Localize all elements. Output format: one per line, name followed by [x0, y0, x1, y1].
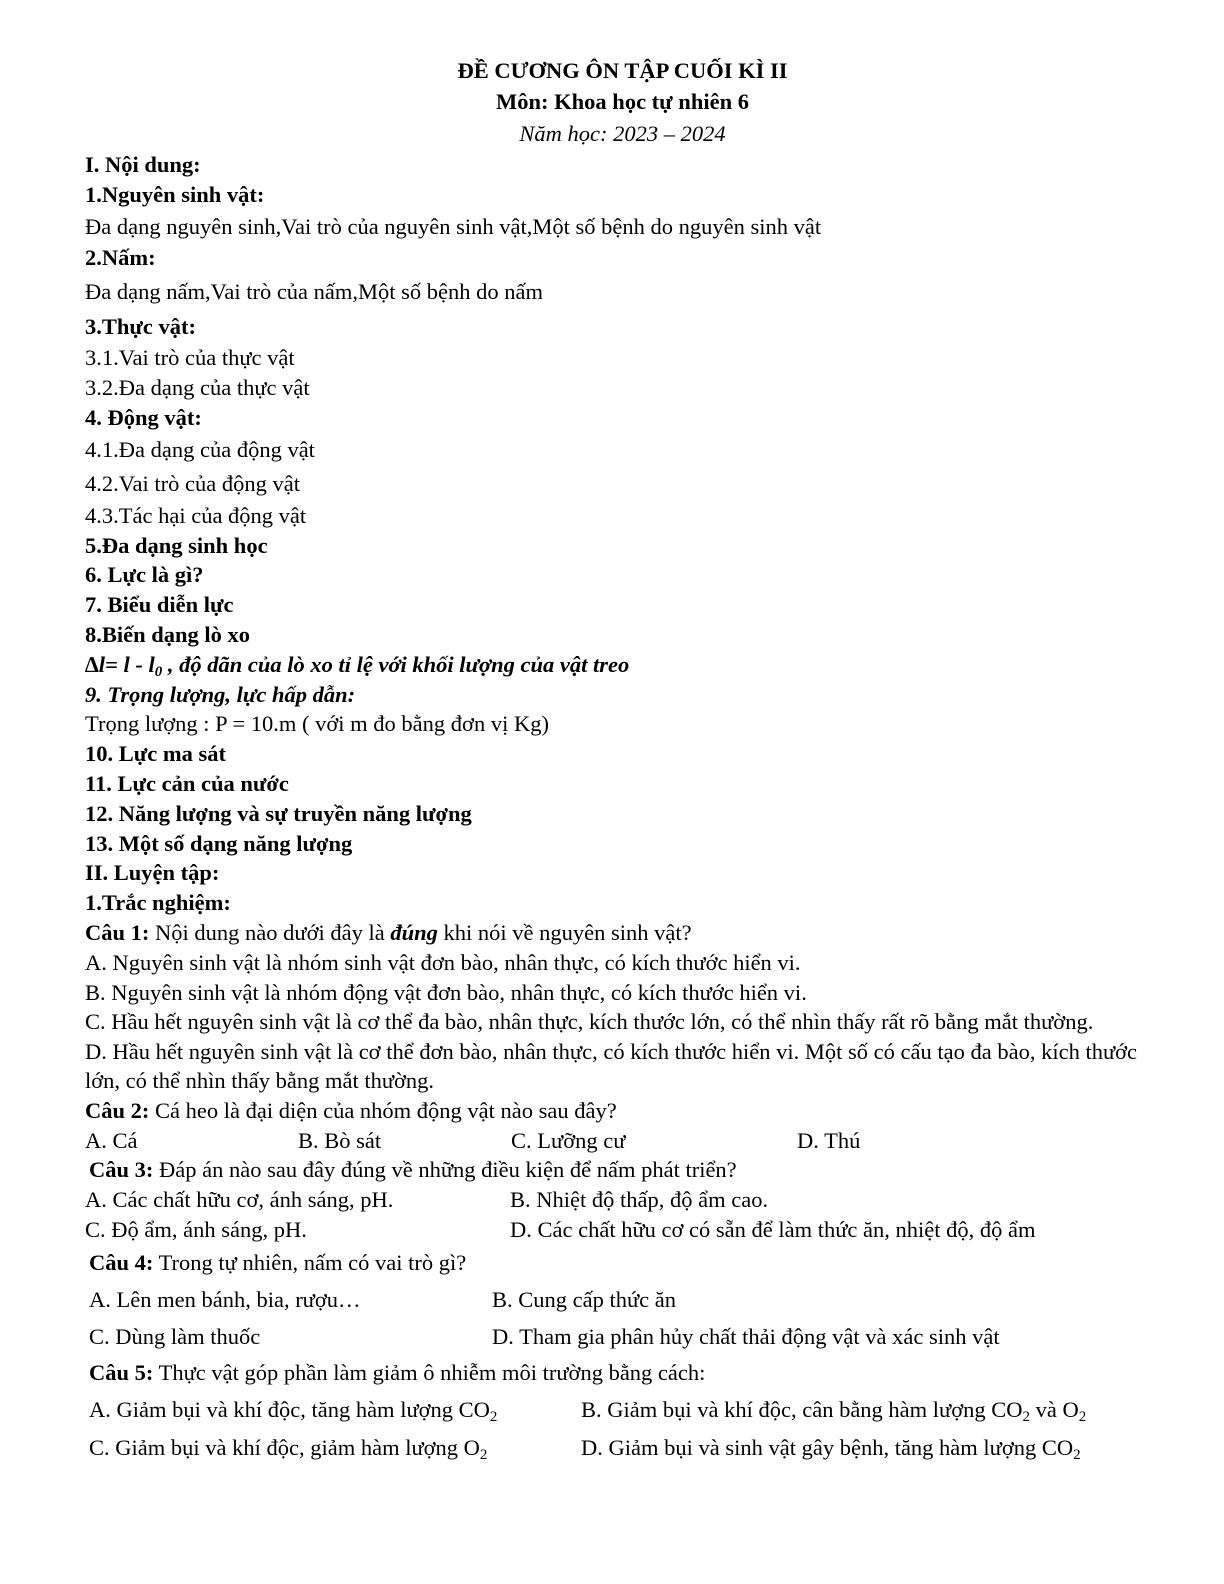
topic-3-1: 3.1.Vai trò của thực vật [85, 345, 295, 371]
topic-4-title: 4. Động vật: [85, 404, 202, 430]
topic-3-2: 3.2.Đa dạng của thực vật [85, 375, 310, 401]
subject-line: Môn: Khoa học tự nhiên 6 [496, 89, 749, 114]
question-1-option-c: C. Hầu hết nguyên sinh vật là cơ thể đa bào, nhân thực, kích thước lớn, có thể nhìn thấy rất rõ bằng mắt thường. [85, 1009, 1094, 1035]
question-3-option-d: D. Các chất hữu cơ có sẵn để làm thức ăn, nhiệt độ, độ ẩm [510, 1217, 1036, 1243]
topic-9-text: Trọng lượng : P = 10.m ( với m đo bằng đơn vị Kg) [85, 711, 549, 737]
spring-formula: $\Delta l= l - l_0$ , độ dãn của lò xo tỉ lệ với khối lượng của vật treo [85, 651, 630, 680]
question-5-option-a: A. Giảm bụi và khí độc, tăng hàm lượng $CO_2$ [89, 1396, 498, 1425]
question-3-options-row-1 [85, 1185, 1160, 1215]
topic-5: 5.Đa dạng sinh học [85, 532, 268, 558]
question-5-option-d: D. Giảm bụi và sinh vật gây bệnh, tăng hàm lượng $CO_2$ [581, 1434, 1081, 1463]
topic-4-1: 4.1.Đa dạng của động vật [85, 436, 315, 462]
document-title: ĐỀ CƯƠNG ÔN TẬP CUỐI KÌ II [457, 58, 788, 83]
question-3-option-c: C. Độ ẩm, ánh sáng, pH. [85, 1217, 307, 1243]
section-heading-practice: II. Luyện tập: [85, 860, 220, 886]
question-3-options-row-2 [85, 1215, 1160, 1245]
question-1-option-a: A. Nguyên sinh vật là nhóm sinh vật đơn bào, nhân thực, có kích thước hiển vi. [85, 949, 801, 975]
topic-4-3: 4.3.Tác hại của động vật [85, 502, 307, 528]
multiple-choice-heading: 1.Trắc nghiệm: [85, 890, 231, 916]
topic-2-title: 2.Nấm: [85, 244, 156, 270]
question-3-option-a: A. Các chất hữu cơ, ánh sáng, pH. [85, 1187, 394, 1213]
question-2-option-b: B. Bò sát [298, 1127, 382, 1153]
topic-9-title: 9. Trọng lượng, lực hấp dẫn: [85, 681, 356, 707]
topic-3-title: 3.Thực vật: [85, 314, 196, 340]
question-5-options-row-1 [85, 1391, 1160, 1429]
topic-11: 11. Lực cản của nước [85, 770, 289, 796]
question-2-option-d: D. Thú [797, 1127, 861, 1153]
question-5: Câu 5: Thực vật góp phần làm giảm ô nhiễm môi trường bằng cách: [89, 1359, 706, 1385]
topic-13: 13. Một số dạng năng lượng [85, 830, 353, 856]
question-4-options-row-2 [85, 1319, 1160, 1355]
topic-6: 6. Lực là gì? [85, 562, 204, 588]
question-2-option-c: C. Lưỡng cư [511, 1127, 626, 1153]
question-4-options-row-1 [85, 1281, 1160, 1319]
topic-2-text: Đa dạng nấm,Vai trò của nấm,Một số bệnh do nấm [85, 279, 544, 305]
topic-1-text: Đa dạng nguyên sinh,Vai trò của nguyên sinh vật,Một số bệnh do nguyên sinh vật [85, 213, 822, 239]
document-page [85, 55, 1160, 1467]
topic-7: 7. Biểu diễn lực [85, 592, 234, 618]
question-4-option-d: D. Tham gia phân hủy chất thải động vật và xác sinh vật [492, 1323, 1000, 1349]
question-3-option-b: B. Nhiệt độ thấp, độ ẩm cao. [510, 1187, 769, 1213]
question-2-options [85, 1126, 1160, 1156]
topic-8: 8.Biến dạng lò xo [85, 621, 251, 647]
question-2-option-a: A. Cá [85, 1127, 138, 1153]
school-year: Năm học: 2023 – 2024 [519, 121, 726, 146]
question-4-option-b: B. Cung cấp thức ăn [492, 1286, 677, 1312]
topic-1-title: 1.Nguyên sinh vật: [85, 181, 265, 207]
question-1-option-b: B. Nguyên sinh vật là nhóm động vật đơn bào, nhân thực, có kích thước hiển vi. [85, 979, 807, 1005]
question-3: Câu 3: Đáp án nào sau đây đúng về những điều kiện để nấm phát triển? [89, 1157, 737, 1183]
topic-10: 10. Lực ma sát [85, 741, 226, 767]
topic-4-2: 4.2.Vai trò của động vật [85, 470, 300, 496]
question-1-option-d: D. Hầu hết nguyên sinh vật là cơ thể đơn bào, nhân thực, có kích thước hiển vi. Một số có cấu tạo đa bào, kích thước lớn, có thể nhìn thấy bằng mắt thường. [85, 1038, 1138, 1094]
question-2: Câu 2: Cá heo là đại diện của nhóm động vật nào sau đây? [85, 1097, 617, 1123]
section-heading-content: I. Nội dung: [85, 152, 201, 177]
question-4-option-c: C. Dùng làm thuốc [89, 1323, 261, 1349]
question-5-options-row-2 [85, 1429, 1160, 1467]
question-5-option-c: C. Giảm bụi và khí độc, giảm hàm lượng $O_2$ [89, 1434, 488, 1463]
topic-12: 12. Năng lượng và sự truyền năng lượng [85, 800, 472, 826]
question-5-option-b: B. Giảm bụi và khí độc, cân bằng hàm lượng $CO_2$ và $O_2$ [581, 1396, 1087, 1425]
question-1: Câu 1: Nội dung nào dưới đây là đúng khi nói về nguyên sinh vật? [85, 919, 692, 945]
question-4: Câu 4: Trong tự nhiên, nấm có vai trò gì? [89, 1249, 467, 1275]
question-4-option-a: A. Lên men bánh, bia, rượu… [89, 1286, 361, 1312]
